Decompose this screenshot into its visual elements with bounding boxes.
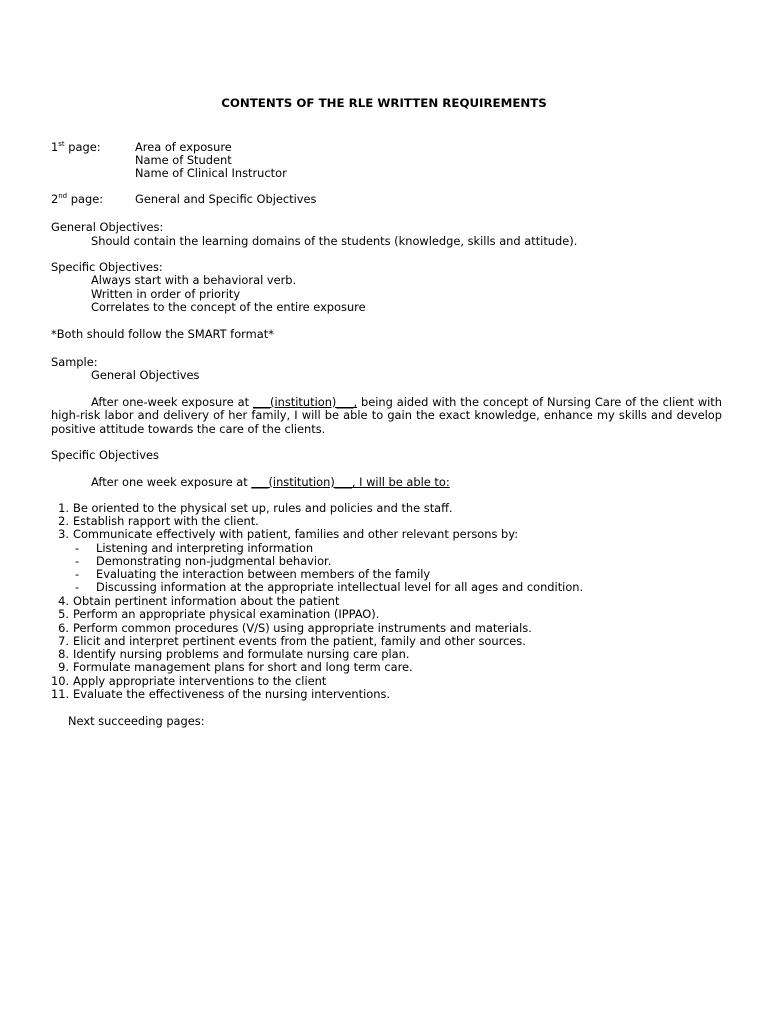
list-item: Elicit and interpret pertinent events from the patient, family and other sources. — [73, 634, 526, 648]
list-number: 7. — [58, 634, 69, 648]
list-item: Perform common procedures (V/S) using appropriate instruments and materials. — [73, 621, 532, 635]
list-item: Identify nursing problems and formulate nursing care plan. — [73, 647, 410, 661]
specific-objectives-item: Correlates to the concept of the entire exposure — [91, 300, 366, 314]
page1-label-num: 1 — [51, 140, 59, 154]
list-number: 1. — [58, 501, 69, 515]
page2-label-num: 2 — [51, 192, 59, 206]
list-number: 2. — [58, 514, 69, 528]
page1-item: Name of Clinical Instructor — [135, 166, 287, 180]
list-item: Apply appropriate interventions to the client — [73, 674, 327, 688]
general-objectives-text: Should contain the learning domains of the students (knowledge, skills and attitude). — [91, 234, 578, 248]
sublist-item: Demonstrating non-judgmental behavior. — [96, 554, 332, 568]
list-item: Formulate management plans for short and long term care. — [73, 660, 413, 674]
page1-item: Name of Student — [135, 153, 232, 167]
page2-item: General and Specific Objectives — [135, 192, 317, 206]
page1-item: Area of exposure — [135, 140, 232, 154]
list-item: Obtain pertinent information about the patient — [73, 594, 340, 608]
list-number: 6. — [58, 621, 69, 635]
specific-objectives-item: Always start with a behavioral verb. — [91, 273, 297, 287]
list-item: Evaluate the effectiveness of the nursing interventions. — [73, 687, 391, 701]
list-item: Establish rapport with the client. — [73, 514, 259, 528]
list-item: Communicate effectively with patient, families and other relevant persons by: — [73, 527, 519, 541]
list-number: 11. — [51, 687, 70, 701]
page2-label-rest: page: — [67, 192, 104, 206]
sample-specific-intro-before: After one week exposure at — [91, 475, 252, 489]
sublist-dash: - — [75, 580, 80, 594]
sublist-dash: - — [75, 567, 80, 581]
sample-general-paragraph — [51, 396, 722, 436]
institution-blank: ___(institution)___, — [252, 395, 358, 409]
sublist-dash: - — [75, 541, 80, 555]
page2-label-sup: nd — [58, 192, 68, 201]
specific-objectives-item: Written in order of priority — [91, 287, 241, 301]
page1-label-rest: page: — [64, 140, 101, 154]
list-item: Be oriented to the physical set up, rules and policies and the staff. — [73, 501, 453, 515]
list-number: 5. — [58, 607, 69, 621]
list-number: 10. — [51, 674, 70, 688]
sublist-item: Listening and interpreting information — [96, 541, 314, 555]
sample-specific-intro — [91, 476, 450, 489]
sample-general-paragraph-after: being aided with the concept of Nursing Care of the client with high-risk labor and delivery of her family, I will be able to gain the exact knowledge, enhance my skills and develop positive attitude towards the care of the clients. — [51, 395, 722, 436]
page2-label — [51, 193, 103, 206]
sample-general-heading: General Objectives — [91, 368, 200, 382]
sample-specific-heading: Specific Objectives — [51, 448, 159, 462]
general-objectives-heading: General Objectives: — [51, 220, 164, 234]
sample-heading: Sample: — [51, 355, 98, 369]
page1-label-sup: st — [58, 140, 65, 149]
list-item: Perform an appropriate physical examination (IPPAO). — [73, 607, 380, 621]
institution-blank: ___(institution)___, I will be able to: — [251, 475, 450, 489]
page1-label — [51, 141, 101, 154]
sublist-dash: - — [75, 554, 80, 568]
sample-general-paragraph-before: After one-week exposure at — [91, 395, 253, 409]
list-number: 9. — [58, 660, 69, 674]
sublist-item: Evaluating the interaction between members of the family — [96, 567, 431, 581]
sublist-item: Discussing information at the appropriate intellectual level for all ages and condition. — [96, 580, 584, 594]
list-number: 3. — [58, 527, 69, 541]
footer-note: Next succeeding pages: — [68, 714, 205, 728]
smart-note: *Both should follow the SMART format* — [51, 327, 274, 341]
list-number: 8. — [58, 647, 69, 661]
list-number: 4. — [58, 594, 69, 608]
specific-objectives-heading: Specific Objectives: — [51, 260, 163, 274]
document-title: CONTENTS OF THE RLE WRITTEN REQUIREMENTS — [221, 96, 547, 110]
